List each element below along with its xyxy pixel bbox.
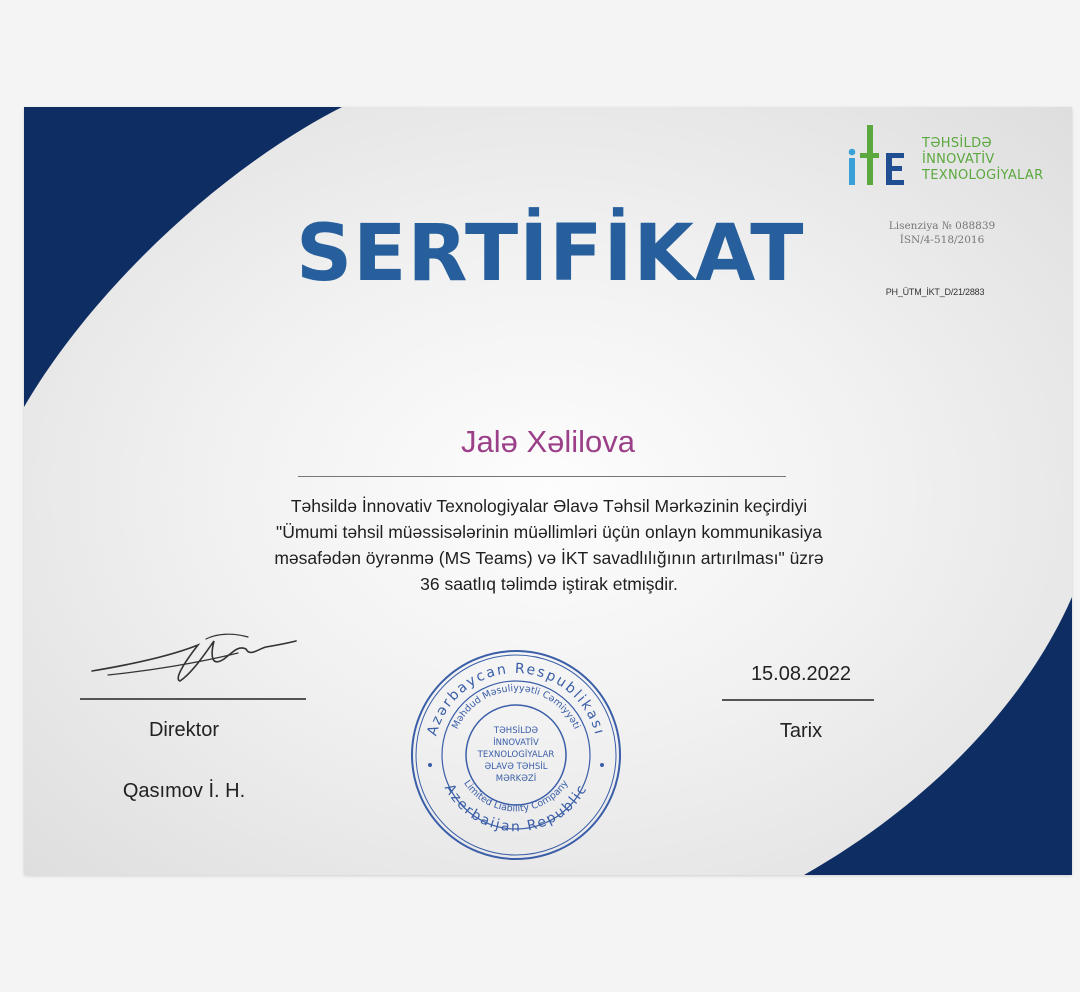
issue-date: 15.08.2022 <box>750 663 852 685</box>
stamp-outer-bottom-text: Azerbaijan Republic <box>440 781 592 836</box>
director-name: Qasımov İ. H. <box>122 780 246 802</box>
stamp-center-line-5: MƏRKƏZİ <box>495 774 537 784</box>
logo-line-3: TEXNOLOGİYALAR <box>922 168 1044 183</box>
ite-logo-icon <box>846 123 916 187</box>
certificate-body <box>194 493 904 597</box>
stamp-center-line-1: TƏHSİLDƏ <box>493 726 539 736</box>
body-line-3: məsafədən öyrənmə (MS Teams) və İKT savadlılığının artırılması" üzrə <box>274 548 824 568</box>
stamp-inner-top-text: Məhdud Məsuliyyətli Cəmiyyəti <box>449 682 583 731</box>
ite-logo <box>844 123 1064 193</box>
logo-line-2: İNNOVATİV <box>922 152 995 167</box>
stamp-outer-top-text: Azərbaycan Respublikası <box>424 660 608 738</box>
director-signature-line <box>80 698 306 700</box>
body-line-1: Təhsildə İnnovativ Texnologiyalar Əlavə Təhsil Mərkəzinin keçirdiyi <box>290 496 808 516</box>
license-registry: İSN/4-518/2016 <box>899 234 985 246</box>
director-signature <box>88 619 298 689</box>
stamp-center-line-4: ƏLAVƏ TƏHSİL <box>484 762 548 772</box>
license-info <box>872 219 1012 247</box>
recipient-name: Jalə Xəlilova <box>460 424 636 459</box>
logo-line-1: TƏHSİLDƏ <box>922 136 992 151</box>
official-stamp-seal <box>408 647 624 863</box>
date-line <box>722 699 874 701</box>
director-label: Direktor <box>148 719 219 741</box>
body-line-2: "Ümumi təhsil müəssisələrinin müəllimləri üçün onlayn kommunikasiya <box>276 522 822 542</box>
date-label: Tarix <box>779 720 823 742</box>
stamp-center-line-2: İNNOVATİV <box>493 738 539 748</box>
license-number: Lisenziya № 088839 <box>888 220 996 232</box>
certificate <box>24 107 1072 875</box>
certificate-title: SERTİFİKAT <box>296 209 805 299</box>
stamp-inner-bottom-text: Limited Liability Company <box>461 778 571 815</box>
body-line-4: 36 saatlıq təlimdə iştirak etmişdir. <box>420 574 678 594</box>
stamp-center-line-3: TEXNOLOGİYALAR <box>477 750 555 760</box>
recipient-underline <box>298 476 786 477</box>
certificate-code: PH_ÜTM_İKT_D/21/2883 <box>885 287 985 297</box>
